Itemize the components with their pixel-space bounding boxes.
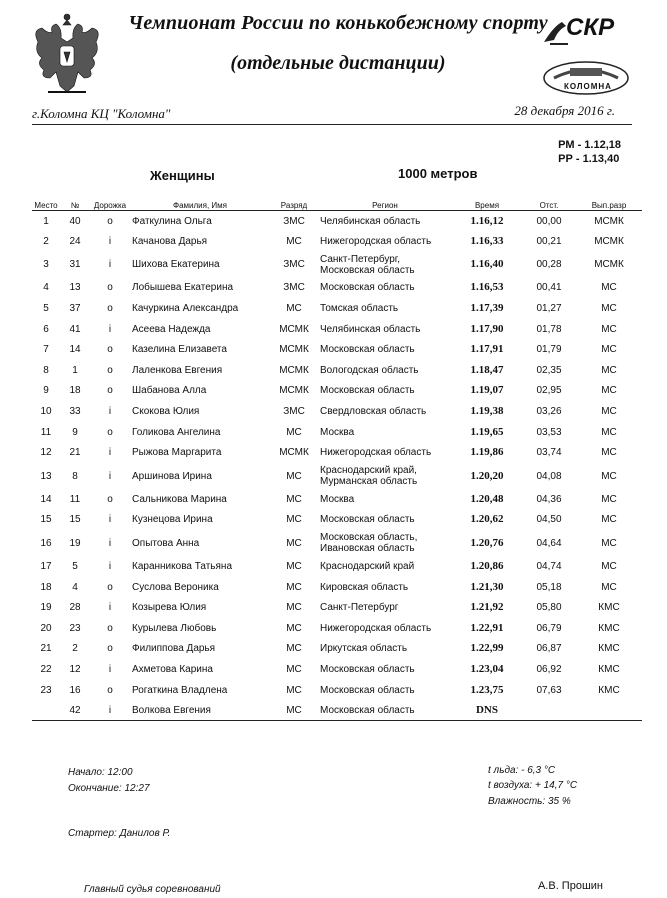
cell-achieved: МС (601, 323, 617, 335)
cell-rank: МС (286, 537, 302, 549)
cell-gap: 04,36 (536, 493, 562, 505)
cell-lane: i (108, 537, 112, 549)
cell-time: 1.16,40 (470, 258, 504, 271)
cell-time: 1.23,04 (470, 662, 504, 675)
cell-lane: i (108, 602, 112, 614)
table-row (32, 489, 642, 510)
cell-place: 20 (40, 622, 52, 634)
cell-number: 24 (69, 235, 81, 247)
skr-logo (540, 12, 632, 52)
cell-achieved: МС (601, 406, 617, 418)
cell-region: Нижегородская область (320, 622, 432, 634)
cell-number: 28 (69, 602, 81, 614)
cell-name: Филиппова Дарья (132, 643, 216, 655)
humidity: Влажность: 35 % (488, 796, 571, 807)
table-row (32, 597, 642, 618)
cell-rank: МС (286, 235, 302, 247)
col-number-header: № (60, 193, 90, 211)
cell-gap: 05,18 (536, 581, 562, 593)
cell-name: Опытова Анна (132, 537, 200, 549)
cell-gap: 04,50 (536, 514, 562, 526)
cell-name: Шабанова Алла (132, 385, 207, 397)
cell-gap (522, 700, 576, 721)
cell-region: Санкт-Петербург (320, 602, 399, 614)
cell-gap: 06,92 (536, 663, 562, 675)
cell-time: 1.22,99 (470, 642, 504, 655)
cell-region: Москва (320, 426, 355, 438)
table-row (32, 556, 642, 577)
cell-region: Московская область (320, 514, 415, 526)
cell-rank: МС (286, 581, 302, 593)
cell-name: Кузнецова Ирина (132, 514, 213, 526)
event-date: 28 декабря 2016 г. (514, 103, 615, 118)
cell-number: 16 (69, 684, 81, 696)
cell-rank: ЗМС (283, 406, 305, 418)
cell-name: Козырева Юлия (132, 602, 207, 614)
cell-rank: МС (286, 643, 302, 655)
cell-number: 18 (69, 385, 81, 397)
cell-region: Московская область (320, 344, 415, 356)
cell-number: 11 (69, 493, 81, 505)
cell-gap: 03,53 (536, 426, 562, 438)
cell-place: 13 (40, 470, 52, 482)
cell-achieved: МС (601, 514, 617, 526)
cell-place: 12 (40, 447, 52, 459)
table-row (32, 278, 642, 299)
cell-gap: 05,80 (536, 602, 562, 614)
cell-name: Асеева Надежда (132, 323, 211, 335)
table-row (32, 659, 642, 680)
table-row (32, 639, 642, 660)
cell-rank: МСМК (279, 344, 309, 356)
cell-time: 1.20,86 (470, 560, 504, 573)
cell-region: Московская область (318, 700, 452, 721)
cell-gap: 03,74 (536, 447, 562, 459)
cell-rank: МС (286, 514, 302, 526)
cell-gap: 03,26 (536, 406, 562, 418)
col-name-header: Фамилия, Имя (130, 193, 270, 211)
cell-time: 1.21,92 (470, 601, 504, 614)
cell-lane: i (108, 561, 112, 573)
cell-place: 21 (40, 643, 52, 655)
cell-number: 40 (69, 215, 81, 227)
cell-achieved: МС (601, 303, 617, 315)
cell-region: Краснодарский край, Мурманская область (320, 465, 418, 488)
cell-rank: МСМК (279, 364, 309, 376)
air-temperature: t воздуха: + 14,7 °C (488, 780, 578, 791)
gender-category: Женщины (150, 168, 215, 183)
cell-gap: 04,74 (536, 561, 562, 573)
cell-place: 6 (43, 323, 49, 335)
table-row (32, 231, 642, 252)
table-row (32, 381, 642, 402)
cell-time: 1.16,12 (470, 214, 504, 227)
kolomna-arena-icon (540, 58, 632, 98)
cell-number: 1 (72, 364, 78, 376)
cell-achieved: МС (601, 470, 617, 482)
cell-achieved: МС (601, 385, 617, 397)
cell-rank: ЗМС (283, 259, 305, 271)
results-table (32, 193, 642, 721)
cell-rank: МС (286, 663, 302, 675)
cell-time: 1.17,90 (470, 322, 504, 335)
kolomna-logo (540, 58, 632, 98)
cell-place: 2 (43, 235, 49, 247)
cell-name: Рыжова Маргарита (132, 447, 222, 459)
cell-place: 4 (43, 282, 49, 294)
cell-achieved (576, 700, 642, 721)
cell-place (32, 700, 60, 721)
championship-subtitle: (отдельные дистанции) (230, 52, 446, 74)
cell-lane: o (107, 282, 113, 294)
cell-place: 10 (40, 406, 52, 418)
cell-rank: МС (286, 684, 302, 696)
col-region-header: Регион (318, 193, 452, 211)
table-row (32, 211, 642, 232)
cell-achieved: КМС (598, 602, 620, 614)
cell-rank: МСМК (279, 385, 309, 397)
cell-rank: МС (286, 602, 302, 614)
cell-place: 19 (40, 602, 52, 614)
cell-region: Московская область (320, 385, 415, 397)
cell-name: Казелина Елизавета (132, 344, 227, 356)
cell-achieved: МС (601, 344, 617, 356)
cell-number: 9 (72, 426, 78, 438)
cell-lane: o (107, 303, 113, 315)
cell-achieved: КМС (598, 622, 620, 634)
table-row (32, 510, 642, 531)
start-time: Начало: 12:00 (68, 767, 133, 778)
kolomna-logo-text: КОЛОМНА (564, 82, 612, 91)
cell-region: Московская область (320, 684, 415, 696)
cell-number: 8 (72, 470, 78, 482)
cell-lane: o (107, 344, 113, 356)
cell-time: 1.22,91 (470, 621, 504, 634)
cell-number: 14 (69, 344, 81, 356)
table-row (32, 360, 642, 381)
col-lane-header: Дорожка (90, 193, 130, 211)
cell-lane: i (90, 700, 130, 721)
distance-label: 1000 метров (398, 166, 478, 181)
cell-lane: i (108, 470, 112, 482)
end-time: Окончание: 12:27 (68, 783, 150, 794)
cell-region: Нижегородская область (320, 447, 432, 459)
cell-rank: МС (286, 493, 302, 505)
cell-name: Шихова Екатерина (132, 259, 220, 271)
cell-place: 23 (40, 684, 52, 696)
cell-number: 19 (69, 537, 81, 549)
records-block (558, 138, 621, 166)
cell-number: 13 (69, 282, 81, 294)
col-place-header: Место (32, 193, 60, 211)
cell-achieved: КМС (598, 663, 620, 675)
cell-achieved: МС (601, 581, 617, 593)
cell-name: Ахметова Карина (132, 663, 213, 675)
cell-lane: i (108, 663, 112, 675)
cell-lane: o (107, 493, 113, 505)
cell-region: Челябинская область (320, 323, 421, 335)
cell-lane: i (108, 235, 112, 247)
table-row (32, 618, 642, 639)
cell-achieved: МС (601, 426, 617, 438)
cell-time: 1.19,07 (470, 384, 504, 397)
cell-number: 41 (69, 323, 81, 335)
cell-place: 22 (40, 663, 52, 675)
col-gap-header: Отст. (522, 193, 576, 211)
cell-number: 21 (69, 447, 81, 459)
championship-title: Чемпионат России по конькобежному спорту (128, 12, 548, 34)
cell-achieved: МСМК (594, 215, 624, 227)
cell-gap: 06,79 (536, 622, 562, 634)
starter-name: Стартер: Данилов Р. (68, 828, 171, 839)
col-rank-header: Разряд (270, 193, 318, 211)
cell-time: 1.21,30 (470, 580, 504, 593)
cell-gap: 01,27 (536, 303, 562, 315)
cell-time: 1.19,38 (470, 405, 504, 418)
cell-name: Качуркина Александра (132, 303, 239, 315)
cell-name: Рогаткина Владлена (132, 684, 228, 696)
cell-name: Курылева Любовь (132, 622, 217, 634)
cell-gap: 00,21 (536, 235, 562, 247)
cell-achieved: МС (601, 493, 617, 505)
cell-lane: o (107, 364, 113, 376)
cell-lane: o (107, 581, 113, 593)
cell-time: 1.17,39 (470, 302, 504, 315)
cell-region: Московская область (320, 663, 415, 675)
cell-time: DNS (452, 700, 522, 721)
cell-place: 11 (40, 426, 52, 438)
cell-achieved: МС (601, 561, 617, 573)
cell-lane: o (107, 426, 113, 438)
cell-region: Иркутская область (320, 643, 408, 655)
cell-place: 3 (43, 259, 49, 271)
table-row (32, 463, 642, 489)
cell-number: 5 (72, 561, 78, 573)
record-rr: РР - 1.13,40 (558, 153, 620, 165)
cell-lane: o (107, 215, 113, 227)
cell-region: Вологодская область (320, 364, 419, 376)
cell-achieved: КМС (598, 684, 620, 696)
cell-time: 1.16,53 (470, 281, 504, 294)
cell-lane: i (108, 514, 112, 526)
cell-gap: 00,41 (536, 282, 562, 294)
cell-name: Лаленкова Евгения (132, 364, 223, 376)
cell-place: 16 (40, 537, 52, 549)
skr-logo-text: СКР (566, 14, 615, 41)
cell-region: Нижегородская область (320, 235, 432, 247)
record-rm: РМ - 1.12,18 (558, 139, 621, 151)
table-row (32, 252, 642, 278)
cell-gap: 02,95 (536, 385, 562, 397)
cell-name: Сальникова Марина (132, 493, 227, 505)
cell-lane: i (108, 406, 112, 418)
cell-rank: МС (286, 561, 302, 573)
cell-achieved: МСМК (594, 259, 624, 271)
cell-name: Суслова Вероника (132, 581, 219, 593)
cell-achieved: МС (601, 447, 617, 459)
cell-place: 18 (40, 581, 52, 593)
cell-name: Голикова Ангелина (132, 426, 221, 438)
table-row (32, 339, 642, 360)
col-achieved-header: Вып.разр (576, 193, 642, 211)
cell-gap: 06,87 (536, 643, 562, 655)
cell-number: 12 (69, 663, 81, 675)
cell-number: 42 (60, 700, 90, 721)
cell-gap: 01,78 (536, 323, 562, 335)
cell-place: 5 (43, 303, 49, 315)
cell-time: 1.20,62 (470, 513, 504, 526)
cell-achieved: МС (601, 282, 617, 294)
cell-region: Томская область (320, 303, 399, 315)
cell-time: 1.20,20 (470, 469, 504, 482)
cell-number: 15 (69, 514, 81, 526)
double-headed-eagle-emblem-icon (28, 12, 106, 98)
cell-region: Кировская область (320, 581, 409, 593)
cell-place: 9 (43, 385, 49, 397)
cell-region: Московская область (320, 282, 415, 294)
cell-achieved: МСМК (594, 235, 624, 247)
cell-time: 1.20,48 (470, 492, 504, 505)
cell-lane: o (107, 643, 113, 655)
table-row (32, 298, 642, 319)
cell-place: 7 (43, 344, 49, 356)
table-row (32, 680, 642, 701)
cell-lane: i (108, 259, 112, 271)
table-row (32, 401, 642, 422)
cell-region: Московская область, Ивановская область (320, 532, 418, 555)
cell-region: Краснодарский край (320, 561, 415, 573)
cell-region: Москва (320, 493, 355, 505)
venue-label: г.Коломна КЦ "Коломна" (32, 106, 171, 121)
cell-time: 1.16,33 (470, 234, 504, 247)
cell-place: 8 (43, 364, 49, 376)
table-row (32, 530, 642, 556)
cell-achieved: МС (601, 537, 617, 549)
cell-name: Каранникова Татьяна (132, 561, 233, 573)
table-row (32, 577, 642, 598)
cell-number: 4 (72, 581, 78, 593)
cell-number: 33 (69, 406, 81, 418)
cell-time: 1.19,86 (470, 446, 504, 459)
cell-place: 17 (40, 561, 52, 573)
chief-judge-label: Главный судья соревнований (84, 884, 221, 895)
table-header-row (32, 193, 642, 211)
cell-place: 15 (40, 514, 52, 526)
cell-region: Санкт-Петербург, Московская область (320, 253, 415, 276)
cell-rank: ЗМС (283, 215, 305, 227)
cell-achieved: МС (601, 364, 617, 376)
cell-time: 1.18,47 (470, 363, 504, 376)
cell-time: 1.20,76 (470, 536, 504, 549)
cell-gap: 04,64 (536, 537, 562, 549)
cell-number: 2 (72, 643, 78, 655)
cell-place: 14 (40, 493, 52, 505)
cell-rank: МС (270, 700, 318, 721)
cell-rank: МСМК (279, 447, 309, 459)
header-divider (32, 124, 632, 125)
cell-number: 23 (69, 622, 81, 634)
cell-number: 31 (69, 259, 81, 271)
cell-name: Волкова Евгения (130, 700, 270, 721)
cell-name: Фаткулина Ольга (132, 215, 212, 227)
cell-gap: 00,00 (536, 215, 562, 227)
cell-name: Качанова Дарья (132, 235, 208, 247)
cell-name: Лобышева Екатерина (132, 282, 234, 294)
cell-time: 1.23,75 (470, 683, 504, 696)
cell-time: 1.17,91 (470, 343, 504, 356)
cell-region: Свердловская область (320, 406, 427, 418)
cell-number: 37 (69, 303, 81, 315)
chief-judge-name: А.В. Прошин (537, 880, 603, 892)
cell-rank: МС (286, 426, 302, 438)
cell-rank: МСМК (279, 323, 309, 335)
cell-name: Скокова Юлия (132, 406, 200, 418)
ice-temperature: t льда: - 6,3 °C (488, 765, 556, 776)
cell-lane: i (108, 323, 112, 335)
cell-name: Аршинова Ирина (132, 470, 212, 482)
cell-achieved: КМС (598, 643, 620, 655)
cell-rank: МС (286, 470, 302, 482)
col-time-header: Время (452, 193, 522, 211)
cell-gap: 01,79 (536, 344, 562, 356)
cell-lane: o (107, 622, 113, 634)
cell-rank: МС (286, 622, 302, 634)
table-row (32, 422, 642, 443)
cell-lane: o (107, 684, 113, 696)
cell-time: 1.19,65 (470, 425, 504, 438)
table-row (32, 700, 642, 721)
cell-lane: i (108, 447, 112, 459)
cell-rank: МС (286, 303, 302, 315)
cell-rank: ЗМС (283, 282, 305, 294)
cell-lane: o (107, 385, 113, 397)
cell-gap: 00,28 (536, 259, 562, 271)
cell-gap: 04,08 (536, 470, 562, 482)
cell-region: Челябинская область (320, 215, 421, 227)
cell-gap: 07,63 (536, 684, 562, 696)
cell-gap: 02,35 (536, 364, 562, 376)
table-row (32, 442, 642, 463)
cell-place: 1 (43, 215, 49, 227)
table-row (32, 319, 642, 340)
